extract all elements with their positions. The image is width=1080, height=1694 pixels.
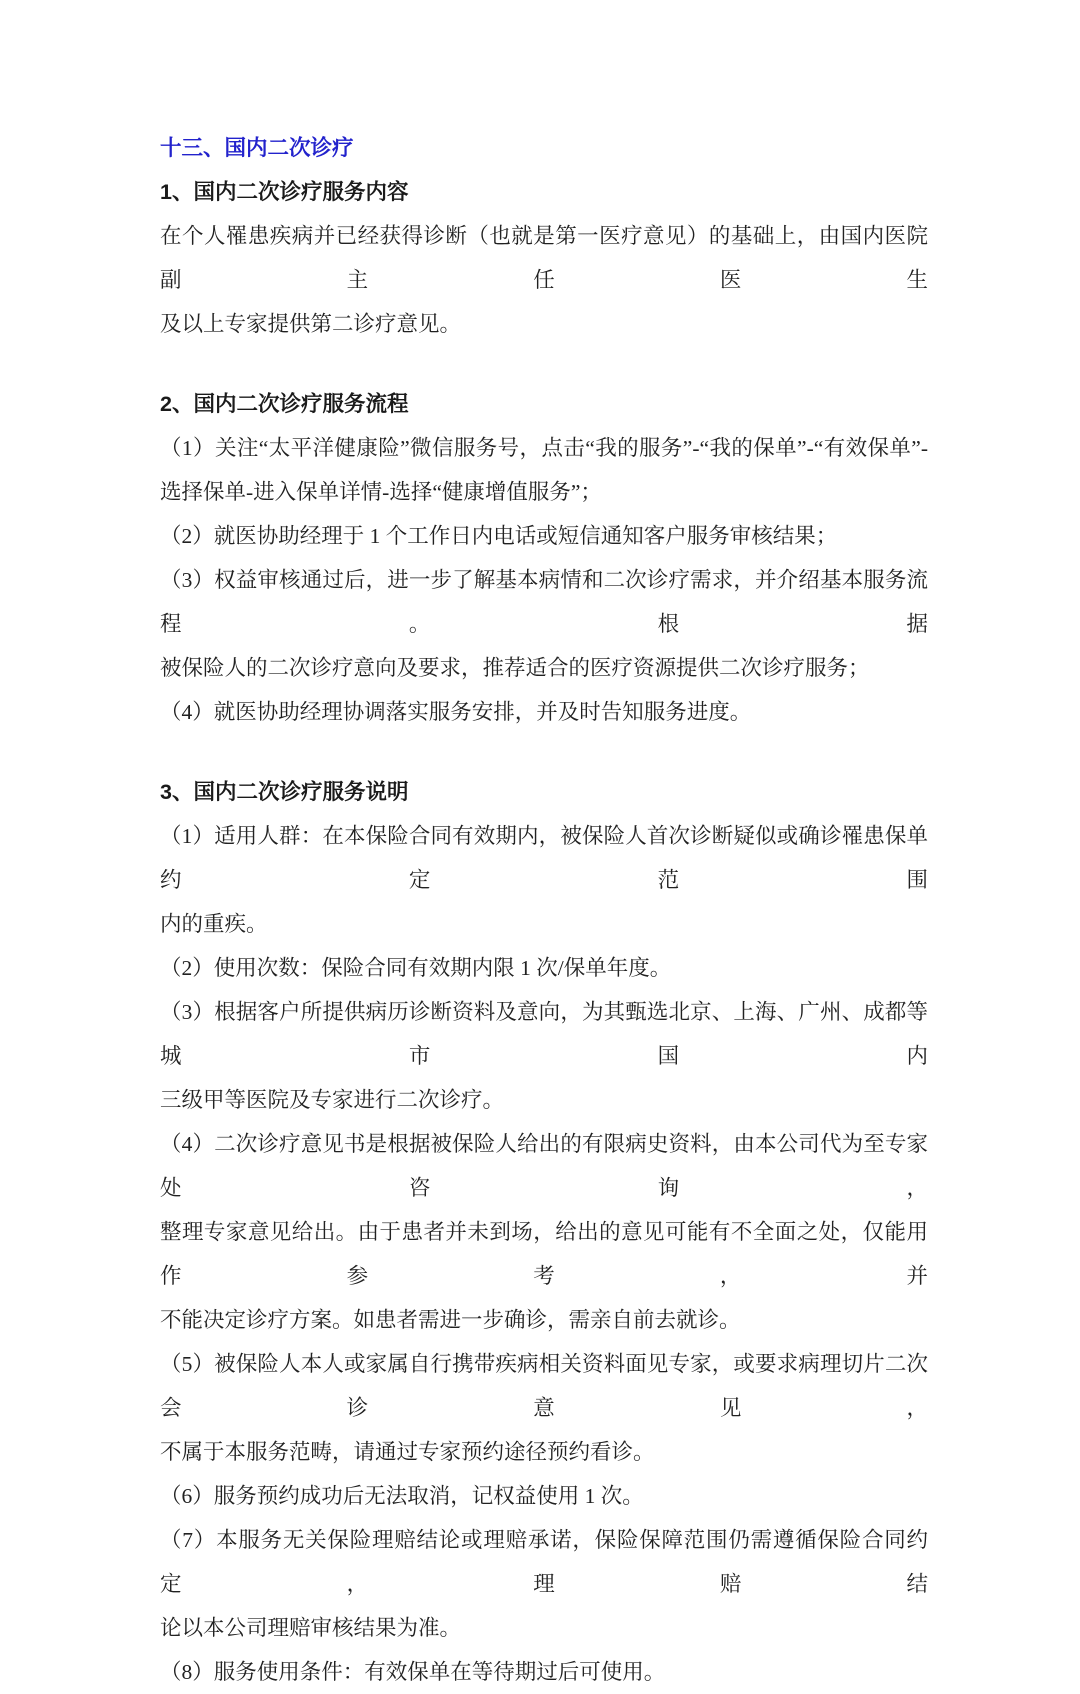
text-line: 不能决定诊疗方案。如患者需进一步确诊，需亲自前去就诊。: [160, 1308, 741, 1332]
text-line: 内的重疾。: [160, 912, 268, 936]
text-line: 论以本公司理赔审核结果为准。: [160, 1616, 462, 1640]
text-line: （7）本服务无关保险理赔结论或理赔承诺，保险保障范围仍需遵循保险合同约定，理赔结: [160, 1528, 928, 1596]
section-service-content: [160, 170, 928, 346]
text-line: （6）服务预约成功后无法取消，记权益使用 1 次。: [160, 1484, 644, 1508]
text-line: （1）关注“太平洋健康险”微信服务号，点击“我的服务”-“我的保单”-“有效保单”-: [160, 436, 928, 460]
text-line: 在个人罹患疾病并已经获得诊断（也就是第一医疗意见）的基础上，由国内医院副主任医生: [160, 224, 928, 292]
text-line: 及以上专家提供第二诊疗意见。: [160, 312, 462, 336]
text-line: 选择保单-进入保单详情-选择“健康增值服务”；: [160, 480, 602, 504]
text-line: 被保险人的二次诊疗意向及要求，推荐适合的医疗资源提供二次诊疗服务；: [160, 656, 870, 680]
text-line: 三级甲等医院及专家进行二次诊疗。: [160, 1088, 505, 1112]
text-line: （1）适用人群：在本保险合同有效期内，被保险人首次诊断疑似或确诊罹患保单约定范围: [160, 824, 928, 892]
section-2-heading: 2、国内二次诊疗服务流程: [160, 392, 409, 416]
text-line: （3）根据客户所提供病历诊断资料及意向，为其甄选北京、上海、广州、成都等城市国内: [160, 1000, 928, 1068]
text-line: （5）被保险人本人或家属自行携带疾病相关资料面见专家，或要求病理切片二次会诊意见，: [160, 1352, 928, 1420]
text-line: （4）二次诊疗意见书是根据被保险人给出的有限病史资料，由本公司代为至专家处咨询，: [160, 1132, 928, 1200]
text-line: （4）就医协助经理协调落实服务安排，并及时告知服务进度。: [160, 700, 752, 724]
text-line: （2）就医协助经理于 1 个工作日内电话或短信通知客户服务审核结果；: [160, 524, 838, 548]
chapter-title: 十三、国内二次诊疗: [160, 136, 354, 160]
section-service-process: [160, 382, 928, 734]
section-3-heading: 3、国内二次诊疗服务说明: [160, 780, 409, 804]
text-line: 不属于本服务范畴，请通过专家预约途径预约看诊。: [160, 1440, 655, 1464]
section-1-heading: 1、国内二次诊疗服务内容: [160, 180, 409, 204]
text-line: （2）使用次数：保险合同有效期内限 1 次/保单年度。: [160, 956, 672, 980]
section-service-notes: [160, 770, 928, 1694]
text-line: （8）服务使用条件：有效保单在等待期过后可使用。: [160, 1660, 666, 1684]
text-line: 整理专家意见给出。由于患者并未到场，给出的意见可能有不全面之处，仅能用作参考，并: [160, 1220, 928, 1288]
text-line: （3）权益审核通过后，进一步了解基本病情和二次诊疗需求，并介绍基本服务流程。根据: [160, 568, 928, 636]
